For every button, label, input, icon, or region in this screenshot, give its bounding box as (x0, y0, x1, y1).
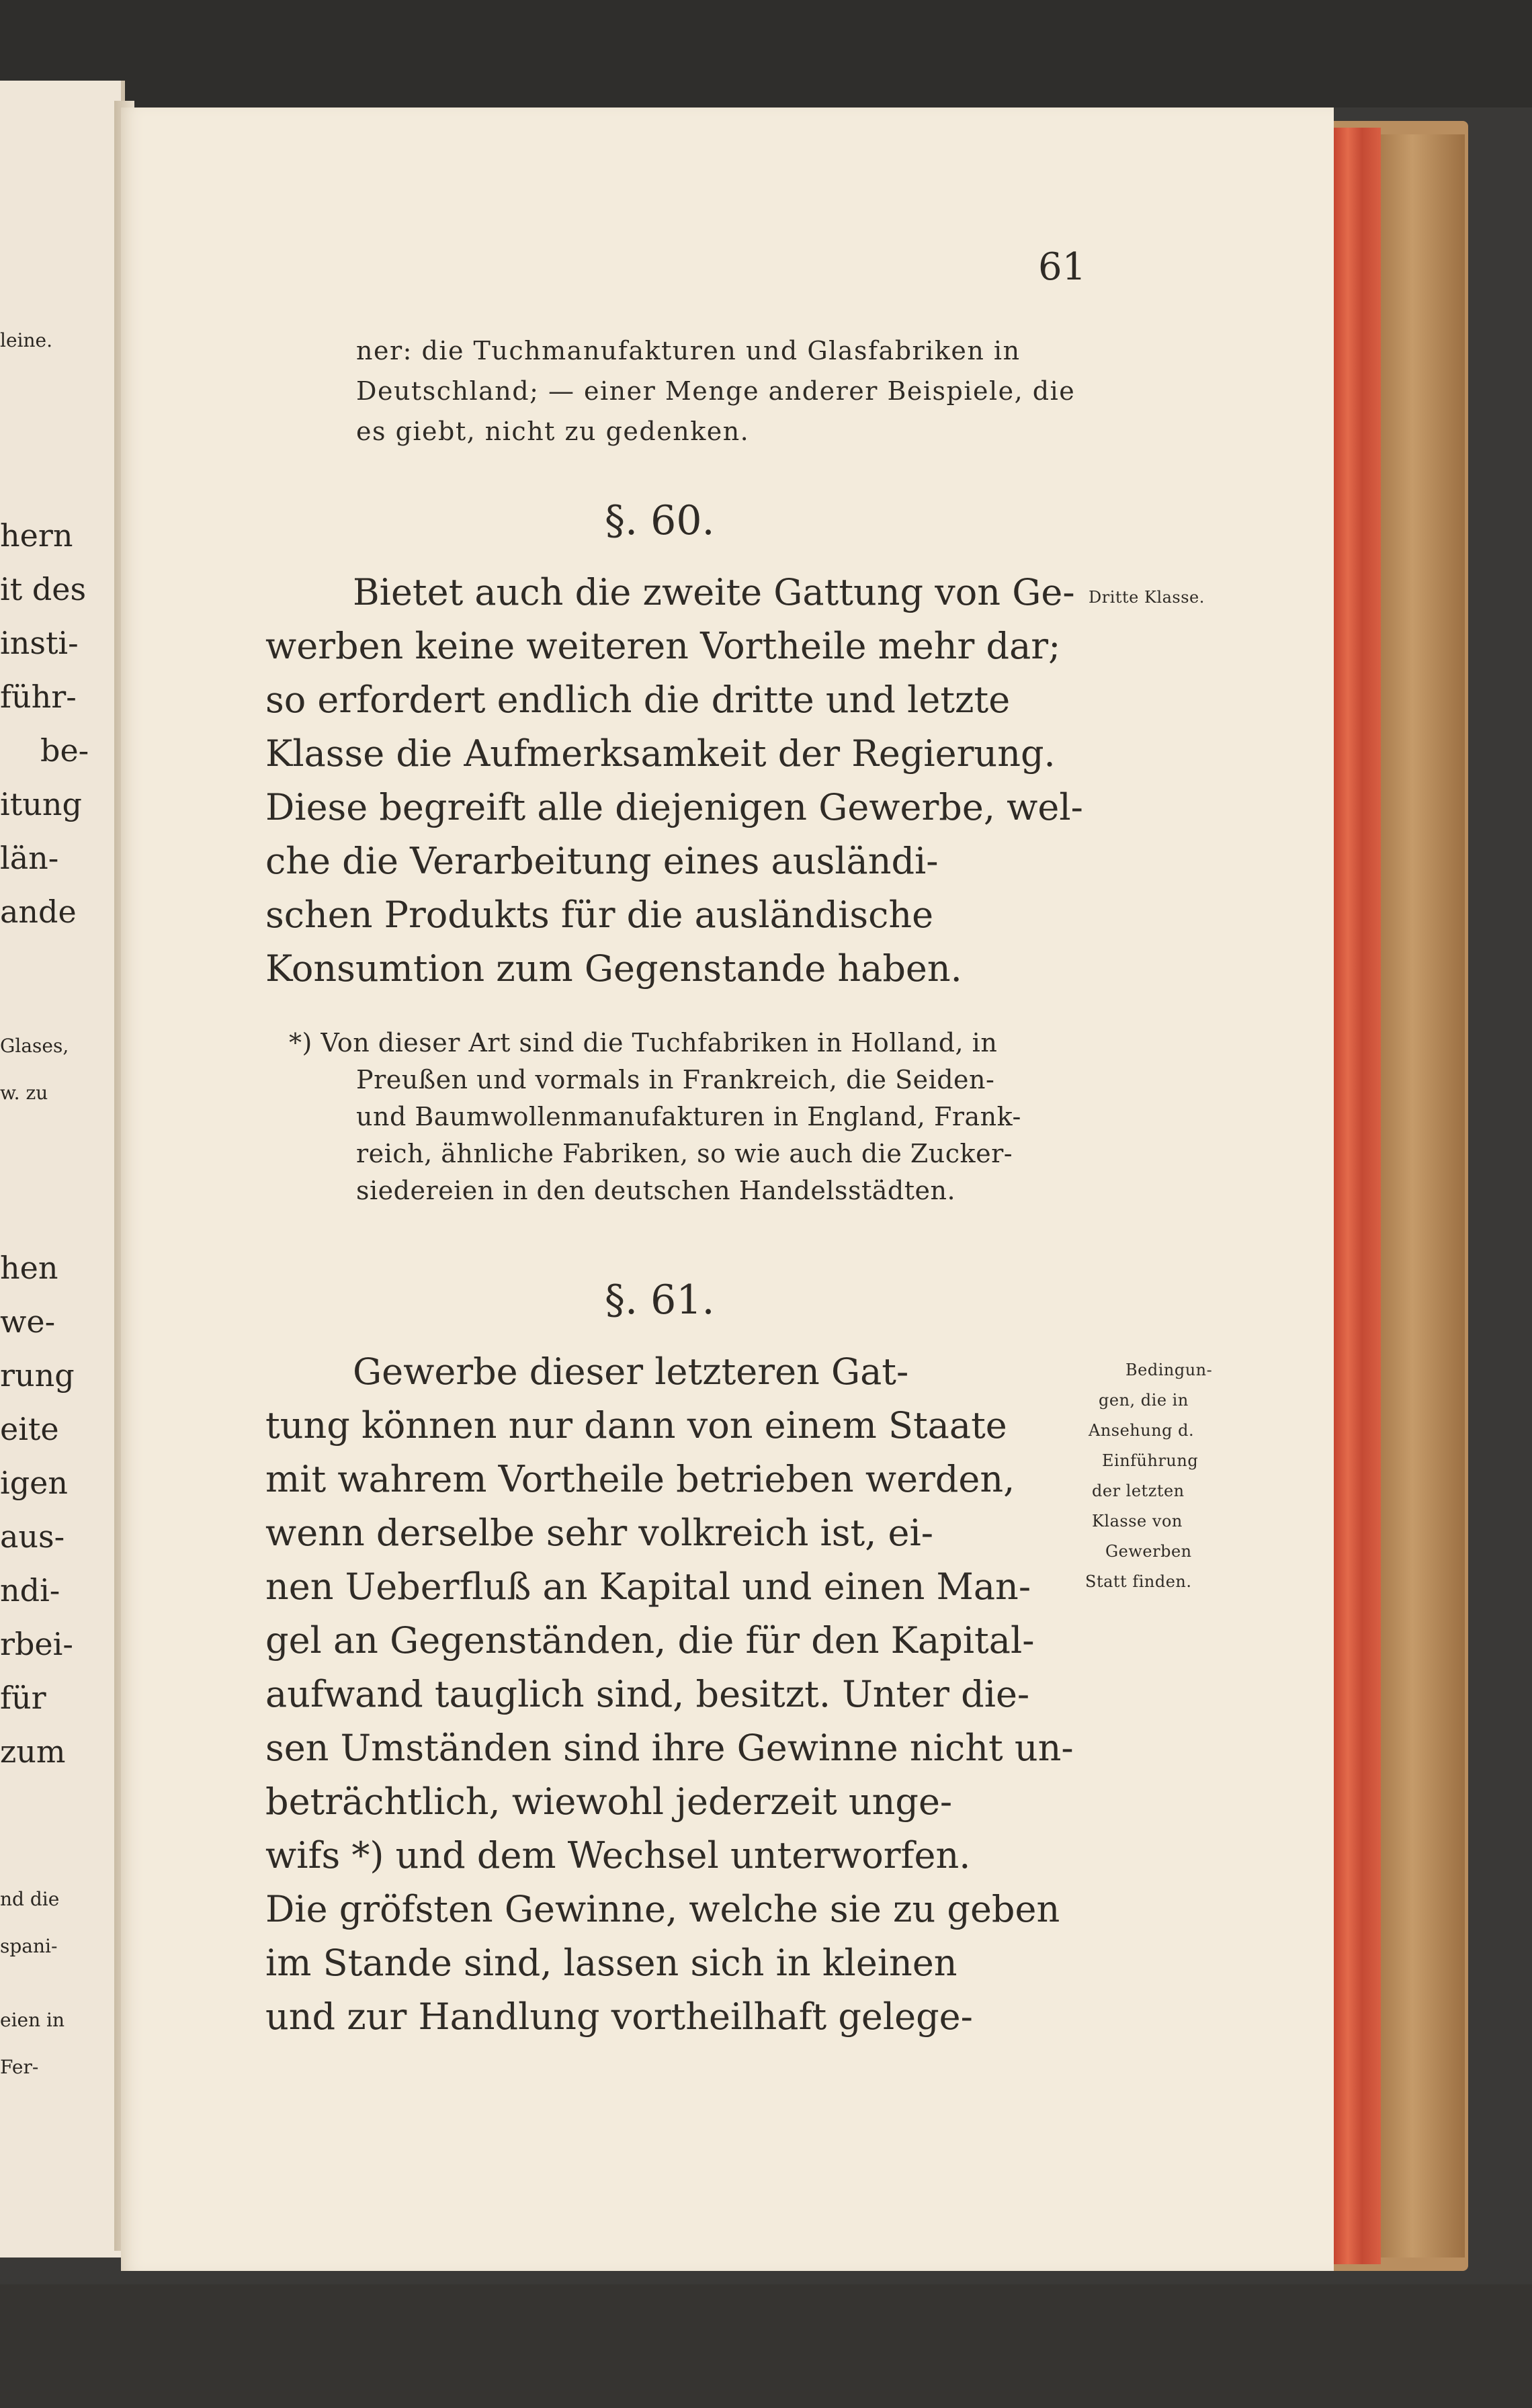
margin-note-dritte-klasse: Dritte Klasse. (1089, 588, 1205, 607)
section-heading-61: §. 61. (605, 1277, 715, 1324)
left-header-fragment: leine. (0, 329, 52, 351)
footnote-line: und Baumwollenmanufakturen in England, Frank- (356, 1102, 1021, 1131)
margin-note-line: gen, die in (1099, 1391, 1189, 1410)
left-body-line: führ- (0, 679, 77, 715)
backdrop-top (0, 0, 1532, 108)
body-line: Diese begreift alle diejenigen Gewerbe, wel- (265, 786, 1083, 828)
body-line: gel an Gegenständen, die für den Kapital- (265, 1619, 1035, 1662)
left-body-line: für (0, 1680, 46, 1716)
margin-note-line: der letzten (1092, 1481, 1185, 1500)
left-body-line: hern (0, 517, 73, 554)
left-footnote-line: w. zu (0, 1082, 48, 1104)
page-number: 61 (1038, 245, 1087, 289)
left-footnote-line: nd die (0, 1888, 60, 1910)
footnote-line: reich, ähnliche Fabriken, so wie auch die Zucker- (356, 1139, 1013, 1168)
footnote-line: *) Von dieser Art sind die Tuchfabriken in Holland, in (289, 1028, 998, 1058)
left-footnote-line: Fer- (0, 2056, 39, 2078)
left-body-line: ndi- (0, 1572, 60, 1608)
left-page (0, 81, 125, 2258)
margin-note-line: Bedingun- (1125, 1361, 1213, 1379)
body-line: Gewerbe dieser letzteren Gat- (353, 1350, 909, 1393)
body-line: Bietet auch die zweite Gattung von Ge- (353, 571, 1075, 613)
left-body-line: aus- (0, 1518, 65, 1555)
margin-note-line: Klasse von (1092, 1512, 1183, 1531)
left-body-line: rung (0, 1357, 75, 1393)
body-line: tung können nur dann von einem Staate (265, 1404, 1007, 1447)
left-body-line: rbei- (0, 1626, 73, 1662)
left-body-line: it des (0, 571, 87, 607)
left-body-line: insti- (0, 625, 79, 661)
left-body-line: zum (0, 1733, 66, 1770)
left-footnote-line: eien in (0, 2009, 65, 2031)
body-line: so erfordert endlich die dritte und letzte (265, 679, 1011, 721)
red-page-edge (1334, 128, 1381, 2264)
body-line: Konsumtion zum Gegenstande haben. (265, 947, 962, 990)
top-text-line: ner: die Tuchmanufakturen und Glasfabriken in (356, 336, 1021, 366)
margin-note-line: Ansehung d. (1089, 1421, 1195, 1440)
body-line: wifs *) und dem Wechsel unterworfen. (265, 1834, 971, 1877)
left-footnote-line: Glases, (0, 1035, 69, 1057)
left-body-line: hen (0, 1250, 58, 1286)
left-body-line: itung (0, 786, 82, 822)
body-line: Klasse die Aufmerksamkeit der Regierung. (265, 732, 1056, 775)
body-line: beträchtlich, wiewohl jederzeit unge- (265, 1780, 953, 1823)
backdrop-bottom (0, 2284, 1532, 2408)
left-body-line: igen (0, 1465, 69, 1501)
top-text-line: Deutschland; — einer Menge anderer Beispiele, die (356, 376, 1076, 406)
left-body-line: be- (40, 732, 89, 769)
margin-note-line: Einführung (1102, 1451, 1199, 1470)
left-body-line: län- (0, 840, 59, 876)
left-body-line: we- (0, 1303, 56, 1340)
left-footnote-line: spani- (0, 1935, 58, 1957)
body-line: wenn derselbe sehr volkreich ist, ei- (265, 1512, 934, 1554)
body-line: che die Verarbeitung eines ausländi- (265, 840, 939, 882)
cover-edge (1377, 134, 1465, 2258)
body-line: und zur Handlung vortheilhaft gelege- (265, 1995, 973, 2038)
left-body-line: eite (0, 1411, 59, 1447)
footnote-line: Preußen und vormals in Frankreich, die Seiden- (356, 1065, 995, 1094)
book-page (121, 108, 1334, 2271)
section-heading-60: §. 60. (605, 497, 715, 544)
body-line: mit wahrem Vortheile betrieben werden, (265, 1458, 1015, 1500)
body-line: schen Produkts für die ausländische (265, 894, 934, 936)
margin-note-line: Statt finden. (1085, 1572, 1192, 1591)
body-line: aufwand tauglich sind, besitzt. Unter die- (265, 1673, 1030, 1715)
margin-note-line: Gewerben (1105, 1542, 1192, 1561)
body-line: Die gröfsten Gewinne, welche sie zu geben (265, 1888, 1060, 1930)
top-text-line: es giebt, nicht zu gedenken. (356, 417, 750, 446)
body-line: sen Umständen sind ihre Gewinne nicht un- (265, 1727, 1074, 1769)
body-line: werben keine weiteren Vortheile mehr dar; (265, 625, 1061, 667)
footnote-line: siedereien in den deutschen Handelsstädten. (356, 1176, 956, 1205)
body-line: im Stande sind, lassen sich in kleinen (265, 1942, 958, 1984)
body-line: nen Ueberfluß an Kapital und einen Man- (265, 1565, 1031, 1608)
left-body-line: ande (0, 894, 77, 930)
